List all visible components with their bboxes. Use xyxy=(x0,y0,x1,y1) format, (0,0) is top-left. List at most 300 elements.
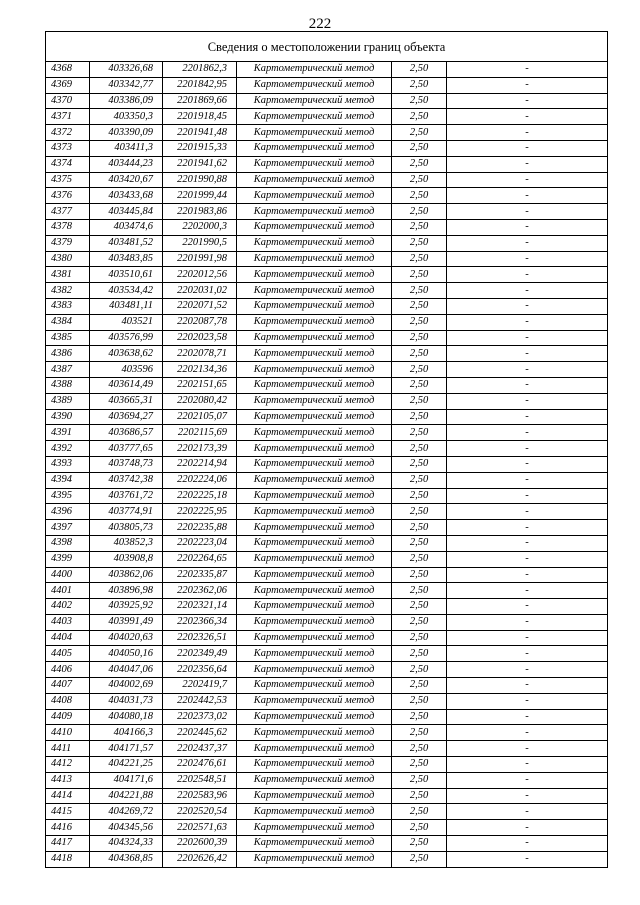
accuracy-cell: 2,50 xyxy=(392,283,447,299)
note-cell: - xyxy=(447,267,608,283)
method-cell: Картометрический метод xyxy=(237,851,392,867)
x-coordinate-cell: 403614,49 xyxy=(90,377,163,393)
note-cell: - xyxy=(447,851,608,867)
point-number-cell: 4398 xyxy=(46,535,90,551)
x-coordinate-cell: 403805,73 xyxy=(90,520,163,536)
y-coordinate-cell: 2202078,71 xyxy=(163,346,237,362)
x-coordinate-cell: 403390,09 xyxy=(90,125,163,141)
table-row xyxy=(46,709,608,725)
table-row xyxy=(46,520,608,536)
point-number-cell: 4376 xyxy=(46,188,90,204)
method-cell: Картометрический метод xyxy=(237,156,392,172)
x-coordinate-cell: 403483,85 xyxy=(90,251,163,267)
accuracy-cell: 2,50 xyxy=(392,662,447,678)
table-row xyxy=(46,535,608,551)
y-coordinate-cell: 2202548,51 xyxy=(163,772,237,788)
note-cell: - xyxy=(447,535,608,551)
accuracy-cell: 2,50 xyxy=(392,567,447,583)
method-cell: Картометрический метод xyxy=(237,472,392,488)
accuracy-cell: 2,50 xyxy=(392,330,447,346)
note-cell: - xyxy=(447,330,608,346)
accuracy-cell: 2,50 xyxy=(392,409,447,425)
table-row xyxy=(46,283,608,299)
note-cell: - xyxy=(447,725,608,741)
point-number-cell: 4395 xyxy=(46,488,90,504)
note-cell: - xyxy=(447,693,608,709)
y-coordinate-cell: 2202151,65 xyxy=(163,377,237,393)
table-row xyxy=(46,488,608,504)
x-coordinate-cell: 403908,8 xyxy=(90,551,163,567)
accuracy-cell: 2,50 xyxy=(392,62,447,78)
point-number-cell: 4372 xyxy=(46,125,90,141)
note-cell: - xyxy=(447,62,608,78)
point-number-cell: 4394 xyxy=(46,472,90,488)
point-number-cell: 4369 xyxy=(46,77,90,93)
note-cell: - xyxy=(447,362,608,378)
accuracy-cell: 2,50 xyxy=(392,488,447,504)
point-number-cell: 4388 xyxy=(46,377,90,393)
y-coordinate-cell: 2201983,86 xyxy=(163,204,237,220)
method-cell: Картометрический метод xyxy=(237,362,392,378)
note-cell: - xyxy=(447,551,608,567)
note-cell: - xyxy=(447,788,608,804)
method-cell: Картометрический метод xyxy=(237,456,392,472)
x-coordinate-cell: 403510,61 xyxy=(90,267,163,283)
method-cell: Картометрический метод xyxy=(237,409,392,425)
x-coordinate-cell: 404166,3 xyxy=(90,725,163,741)
y-coordinate-cell: 2202225,18 xyxy=(163,488,237,504)
accuracy-cell: 2,50 xyxy=(392,614,447,630)
accuracy-cell: 2,50 xyxy=(392,693,447,709)
x-coordinate-cell: 404050,16 xyxy=(90,646,163,662)
x-coordinate-cell: 403521 xyxy=(90,314,163,330)
point-number-cell: 4408 xyxy=(46,693,90,709)
point-number-cell: 4412 xyxy=(46,757,90,773)
x-coordinate-cell: 403761,72 xyxy=(90,488,163,504)
accuracy-cell: 2,50 xyxy=(392,646,447,662)
note-cell: - xyxy=(447,140,608,156)
y-coordinate-cell: 2202476,61 xyxy=(163,757,237,773)
accuracy-cell: 2,50 xyxy=(392,362,447,378)
y-coordinate-cell: 2201990,88 xyxy=(163,172,237,188)
note-cell: - xyxy=(447,235,608,251)
point-number-cell: 4384 xyxy=(46,314,90,330)
point-number-cell: 4389 xyxy=(46,393,90,409)
table-row xyxy=(46,551,608,567)
accuracy-cell: 2,50 xyxy=(392,551,447,567)
note-cell: - xyxy=(447,836,608,852)
accuracy-cell: 2,50 xyxy=(392,314,447,330)
note-cell: - xyxy=(447,283,608,299)
y-coordinate-cell: 2202264,65 xyxy=(163,551,237,567)
accuracy-cell: 2,50 xyxy=(392,346,447,362)
point-number-cell: 4410 xyxy=(46,725,90,741)
x-coordinate-cell: 403576,99 xyxy=(90,330,163,346)
x-coordinate-cell: 403862,06 xyxy=(90,567,163,583)
x-coordinate-cell: 403991,49 xyxy=(90,614,163,630)
accuracy-cell: 2,50 xyxy=(392,377,447,393)
method-cell: Картометрический метод xyxy=(237,140,392,156)
x-coordinate-cell: 403638,62 xyxy=(90,346,163,362)
method-cell: Картометрический метод xyxy=(237,188,392,204)
y-coordinate-cell: 2202600,39 xyxy=(163,836,237,852)
y-coordinate-cell: 2202115,69 xyxy=(163,425,237,441)
table-row xyxy=(46,204,608,220)
point-number-cell: 4407 xyxy=(46,678,90,694)
note-cell: - xyxy=(447,219,608,235)
note-cell: - xyxy=(447,646,608,662)
method-cell: Картометрический метод xyxy=(237,393,392,409)
y-coordinate-cell: 2202214,94 xyxy=(163,456,237,472)
method-cell: Картометрический метод xyxy=(237,504,392,520)
point-number-cell: 4390 xyxy=(46,409,90,425)
x-coordinate-cell: 403777,65 xyxy=(90,441,163,457)
point-number-cell: 4387 xyxy=(46,362,90,378)
accuracy-cell: 2,50 xyxy=(392,267,447,283)
note-cell: - xyxy=(447,125,608,141)
table-row xyxy=(46,156,608,172)
x-coordinate-cell: 403852,3 xyxy=(90,535,163,551)
accuracy-cell: 2,50 xyxy=(392,851,447,867)
table-row xyxy=(46,172,608,188)
accuracy-cell: 2,50 xyxy=(392,235,447,251)
table-row xyxy=(46,251,608,267)
table-row xyxy=(46,377,608,393)
y-coordinate-cell: 2201991,98 xyxy=(163,251,237,267)
accuracy-cell: 2,50 xyxy=(392,757,447,773)
table-row xyxy=(46,393,608,409)
y-coordinate-cell: 2202173,39 xyxy=(163,441,237,457)
method-cell: Картометрический метод xyxy=(237,599,392,615)
x-coordinate-cell: 403420,67 xyxy=(90,172,163,188)
y-coordinate-cell: 2202105,07 xyxy=(163,409,237,425)
method-cell: Картометрический метод xyxy=(237,488,392,504)
point-number-cell: 4391 xyxy=(46,425,90,441)
accuracy-cell: 2,50 xyxy=(392,504,447,520)
method-cell: Картометрический метод xyxy=(237,267,392,283)
x-coordinate-cell: 403350,3 xyxy=(90,109,163,125)
accuracy-cell: 2,50 xyxy=(392,836,447,852)
note-cell: - xyxy=(447,156,608,172)
accuracy-cell: 2,50 xyxy=(392,298,447,314)
table-row xyxy=(46,804,608,820)
x-coordinate-cell: 403326,68 xyxy=(90,62,163,78)
note-cell: - xyxy=(447,820,608,836)
point-number-cell: 4377 xyxy=(46,204,90,220)
accuracy-cell: 2,50 xyxy=(392,772,447,788)
accuracy-cell: 2,50 xyxy=(392,583,447,599)
x-coordinate-cell: 403433,68 xyxy=(90,188,163,204)
point-number-cell: 4375 xyxy=(46,172,90,188)
accuracy-cell: 2,50 xyxy=(392,804,447,820)
point-number-cell: 4378 xyxy=(46,219,90,235)
note-cell: - xyxy=(447,741,608,757)
method-cell: Картометрический метод xyxy=(237,330,392,346)
note-cell: - xyxy=(447,757,608,773)
y-coordinate-cell: 2202445,62 xyxy=(163,725,237,741)
y-coordinate-cell: 2201862,3 xyxy=(163,62,237,78)
y-coordinate-cell: 2202000,3 xyxy=(163,219,237,235)
accuracy-cell: 2,50 xyxy=(392,125,447,141)
method-cell: Картометрический метод xyxy=(237,693,392,709)
point-number-cell: 4379 xyxy=(46,235,90,251)
method-cell: Картометрический метод xyxy=(237,109,392,125)
point-number-cell: 4418 xyxy=(46,851,90,867)
accuracy-cell: 2,50 xyxy=(392,188,447,204)
x-coordinate-cell: 403411,3 xyxy=(90,140,163,156)
table-row xyxy=(46,772,608,788)
method-cell: Картометрический метод xyxy=(237,741,392,757)
note-cell: - xyxy=(447,188,608,204)
x-coordinate-cell: 403445,84 xyxy=(90,204,163,220)
method-cell: Картометрический метод xyxy=(237,614,392,630)
x-coordinate-cell: 403686,57 xyxy=(90,425,163,441)
y-coordinate-cell: 2202223,04 xyxy=(163,535,237,551)
y-coordinate-cell: 2202224,06 xyxy=(163,472,237,488)
x-coordinate-cell: 403386,09 xyxy=(90,93,163,109)
x-coordinate-cell: 403534,42 xyxy=(90,283,163,299)
method-cell: Картометрический метод xyxy=(237,346,392,362)
note-cell: - xyxy=(447,251,608,267)
point-number-cell: 4386 xyxy=(46,346,90,362)
method-cell: Картометрический метод xyxy=(237,204,392,220)
point-number-cell: 4371 xyxy=(46,109,90,125)
table-row xyxy=(46,314,608,330)
method-cell: Картометрический метод xyxy=(237,93,392,109)
method-cell: Картометрический метод xyxy=(237,298,392,314)
note-cell: - xyxy=(447,520,608,536)
accuracy-cell: 2,50 xyxy=(392,93,447,109)
page-number: 222 xyxy=(308,16,332,32)
note-cell: - xyxy=(447,314,608,330)
note-cell: - xyxy=(447,472,608,488)
note-cell: - xyxy=(447,109,608,125)
point-number-cell: 4400 xyxy=(46,567,90,583)
x-coordinate-cell: 404031,73 xyxy=(90,693,163,709)
table-row xyxy=(46,77,608,93)
x-coordinate-cell: 404269,72 xyxy=(90,804,163,820)
table-title: Сведения о местоположении границ объекта xyxy=(46,32,608,62)
method-cell: Картометрический метод xyxy=(237,646,392,662)
table-row xyxy=(46,409,608,425)
method-cell: Картометрический метод xyxy=(237,820,392,836)
table-row xyxy=(46,219,608,235)
table-row xyxy=(46,456,608,472)
accuracy-cell: 2,50 xyxy=(392,140,447,156)
y-coordinate-cell: 2201941,48 xyxy=(163,125,237,141)
note-cell: - xyxy=(447,377,608,393)
x-coordinate-cell: 404047,06 xyxy=(90,662,163,678)
point-number-cell: 4406 xyxy=(46,662,90,678)
note-cell: - xyxy=(447,504,608,520)
table-row xyxy=(46,425,608,441)
y-coordinate-cell: 2201999,44 xyxy=(163,188,237,204)
y-coordinate-cell: 2202419,7 xyxy=(163,678,237,694)
note-cell: - xyxy=(447,678,608,694)
y-coordinate-cell: 2202349,49 xyxy=(163,646,237,662)
table-row xyxy=(46,836,608,852)
y-coordinate-cell: 2202071,52 xyxy=(163,298,237,314)
table-row xyxy=(46,346,608,362)
method-cell: Картометрический метод xyxy=(237,520,392,536)
method-cell: Картометрический метод xyxy=(237,836,392,852)
x-coordinate-cell: 403665,31 xyxy=(90,393,163,409)
y-coordinate-cell: 2202571,63 xyxy=(163,820,237,836)
note-cell: - xyxy=(447,298,608,314)
y-coordinate-cell: 2202373,02 xyxy=(163,709,237,725)
table-row xyxy=(46,599,608,615)
point-number-cell: 4373 xyxy=(46,140,90,156)
point-number-cell: 4396 xyxy=(46,504,90,520)
method-cell: Картометрический метод xyxy=(237,662,392,678)
method-cell: Картометрический метод xyxy=(237,709,392,725)
point-number-cell: 4405 xyxy=(46,646,90,662)
method-cell: Картометрический метод xyxy=(237,630,392,646)
method-cell: Картометрический метод xyxy=(237,788,392,804)
point-number-cell: 4402 xyxy=(46,599,90,615)
accuracy-cell: 2,50 xyxy=(392,820,447,836)
y-coordinate-cell: 2202235,88 xyxy=(163,520,237,536)
method-cell: Картометрический метод xyxy=(237,804,392,820)
method-cell: Картометрический метод xyxy=(237,219,392,235)
table-row xyxy=(46,472,608,488)
y-coordinate-cell: 2202023,58 xyxy=(163,330,237,346)
method-cell: Картометрический метод xyxy=(237,567,392,583)
note-cell: - xyxy=(447,567,608,583)
x-coordinate-cell: 403774,91 xyxy=(90,504,163,520)
x-coordinate-cell: 403342,77 xyxy=(90,77,163,93)
point-number-cell: 4370 xyxy=(46,93,90,109)
note-cell: - xyxy=(447,583,608,599)
y-coordinate-cell: 2202012,56 xyxy=(163,267,237,283)
table-row xyxy=(46,741,608,757)
point-number-cell: 4374 xyxy=(46,156,90,172)
note-cell: - xyxy=(447,77,608,93)
y-coordinate-cell: 2202366,34 xyxy=(163,614,237,630)
accuracy-cell: 2,50 xyxy=(392,678,447,694)
method-cell: Картометрический метод xyxy=(237,725,392,741)
x-coordinate-cell: 403742,38 xyxy=(90,472,163,488)
table-row xyxy=(46,757,608,773)
table-row xyxy=(46,62,608,78)
accuracy-cell: 2,50 xyxy=(392,425,447,441)
note-cell: - xyxy=(447,93,608,109)
accuracy-cell: 2,50 xyxy=(392,172,447,188)
method-cell: Картометрический метод xyxy=(237,772,392,788)
note-cell: - xyxy=(447,346,608,362)
y-coordinate-cell: 2202225,95 xyxy=(163,504,237,520)
table-row xyxy=(46,630,608,646)
point-number-cell: 4404 xyxy=(46,630,90,646)
table-row xyxy=(46,267,608,283)
x-coordinate-cell: 404020,63 xyxy=(90,630,163,646)
y-coordinate-cell: 2202442,53 xyxy=(163,693,237,709)
point-number-cell: 4382 xyxy=(46,283,90,299)
table-row xyxy=(46,504,608,520)
accuracy-cell: 2,50 xyxy=(392,520,447,536)
point-number-cell: 4380 xyxy=(46,251,90,267)
table-row xyxy=(46,235,608,251)
table-row xyxy=(46,788,608,804)
point-number-cell: 4411 xyxy=(46,741,90,757)
table-row xyxy=(46,678,608,694)
accuracy-cell: 2,50 xyxy=(392,456,447,472)
y-coordinate-cell: 2202437,37 xyxy=(163,741,237,757)
method-cell: Картометрический метод xyxy=(237,125,392,141)
point-number-cell: 4401 xyxy=(46,583,90,599)
y-coordinate-cell: 2201842,95 xyxy=(163,77,237,93)
table-row xyxy=(46,298,608,314)
accuracy-cell: 2,50 xyxy=(392,725,447,741)
x-coordinate-cell: 404002,69 xyxy=(90,678,163,694)
y-coordinate-cell: 2202356,64 xyxy=(163,662,237,678)
x-coordinate-cell: 404171,57 xyxy=(90,741,163,757)
y-coordinate-cell: 2201869,66 xyxy=(163,93,237,109)
table-title-row xyxy=(46,32,608,62)
accuracy-cell: 2,50 xyxy=(392,109,447,125)
method-cell: Картометрический метод xyxy=(237,235,392,251)
table-row xyxy=(46,330,608,346)
method-cell: Картометрический метод xyxy=(237,551,392,567)
point-number-cell: 4399 xyxy=(46,551,90,567)
accuracy-cell: 2,50 xyxy=(392,788,447,804)
point-number-cell: 4385 xyxy=(46,330,90,346)
method-cell: Картометрический метод xyxy=(237,251,392,267)
x-coordinate-cell: 403925,92 xyxy=(90,599,163,615)
y-coordinate-cell: 2201941,62 xyxy=(163,156,237,172)
y-coordinate-cell: 2201918,45 xyxy=(163,109,237,125)
point-number-cell: 4381 xyxy=(46,267,90,283)
x-coordinate-cell: 403444,23 xyxy=(90,156,163,172)
accuracy-cell: 2,50 xyxy=(392,204,447,220)
point-number-cell: 4413 xyxy=(46,772,90,788)
table-row xyxy=(46,567,608,583)
x-coordinate-cell: 404221,88 xyxy=(90,788,163,804)
accuracy-cell: 2,50 xyxy=(392,599,447,615)
table-row xyxy=(46,362,608,378)
note-cell: - xyxy=(447,772,608,788)
accuracy-cell: 2,50 xyxy=(392,709,447,725)
x-coordinate-cell: 403474,6 xyxy=(90,219,163,235)
note-cell: - xyxy=(447,441,608,457)
table-row xyxy=(46,725,608,741)
accuracy-cell: 2,50 xyxy=(392,219,447,235)
y-coordinate-cell: 2202031,02 xyxy=(163,283,237,299)
table-row xyxy=(46,441,608,457)
table-row xyxy=(46,109,608,125)
y-coordinate-cell: 2202321,14 xyxy=(163,599,237,615)
x-coordinate-cell: 404324,33 xyxy=(90,836,163,852)
note-cell: - xyxy=(447,662,608,678)
table-row xyxy=(46,140,608,156)
table-row xyxy=(46,188,608,204)
x-coordinate-cell: 403748,73 xyxy=(90,456,163,472)
boundary-table-body xyxy=(46,32,608,868)
table-row xyxy=(46,820,608,836)
method-cell: Картометрический метод xyxy=(237,283,392,299)
boundary-table xyxy=(45,31,608,868)
point-number-cell: 4392 xyxy=(46,441,90,457)
note-cell: - xyxy=(447,599,608,615)
point-number-cell: 4368 xyxy=(46,62,90,78)
x-coordinate-cell: 403481,52 xyxy=(90,235,163,251)
note-cell: - xyxy=(447,425,608,441)
y-coordinate-cell: 2202335,87 xyxy=(163,567,237,583)
y-coordinate-cell: 2202080,42 xyxy=(163,393,237,409)
note-cell: - xyxy=(447,172,608,188)
table-row xyxy=(46,614,608,630)
x-coordinate-cell: 404368,85 xyxy=(90,851,163,867)
